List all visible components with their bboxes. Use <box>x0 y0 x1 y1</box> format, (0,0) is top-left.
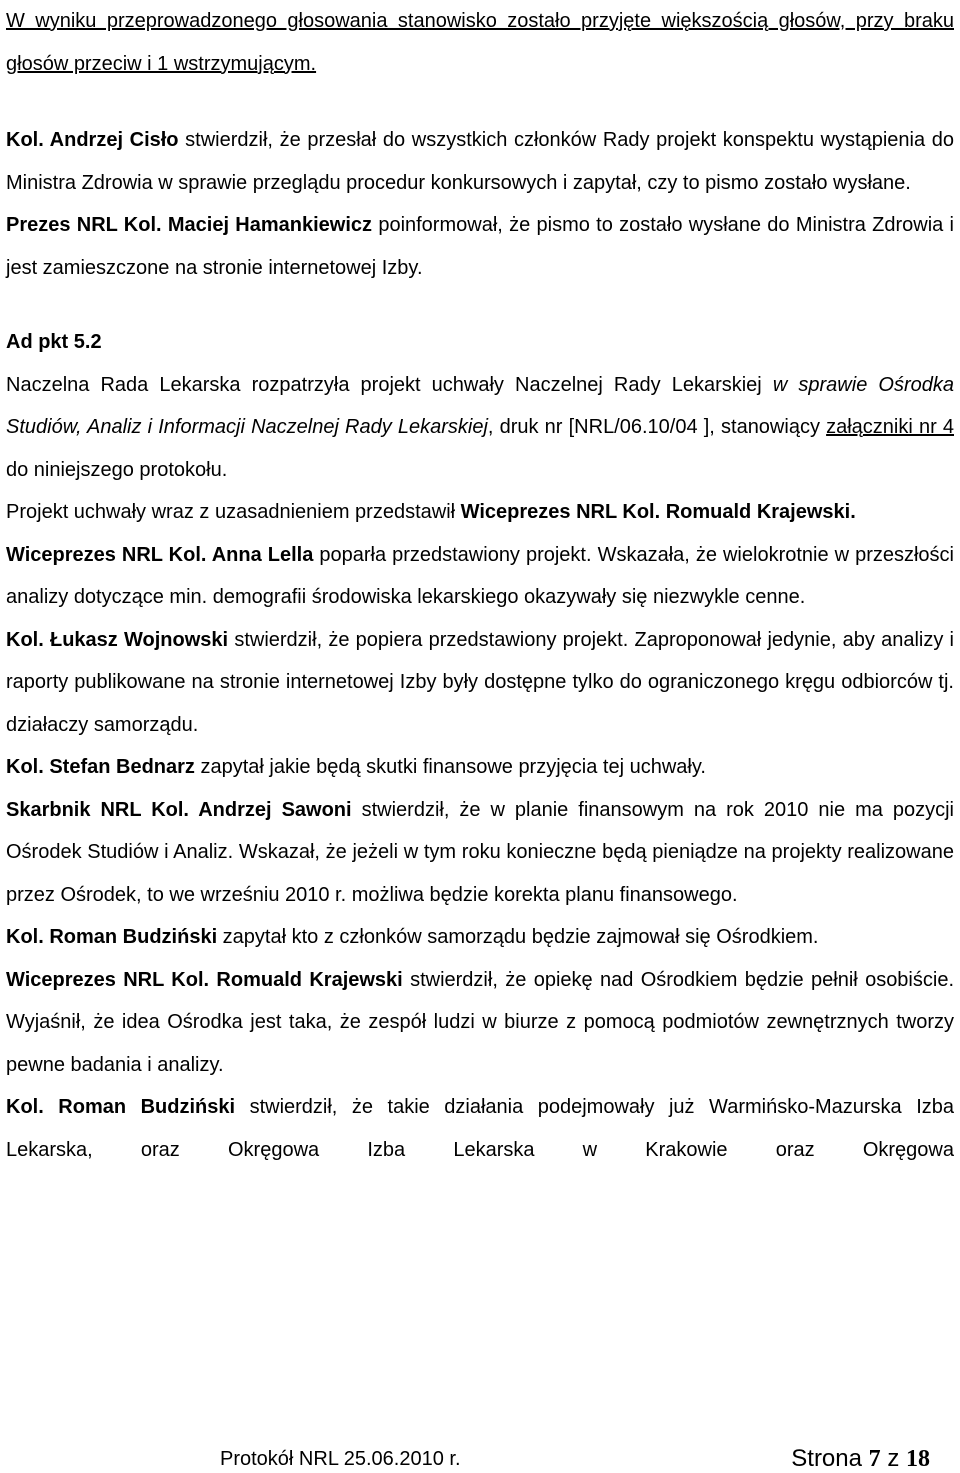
paragraph-budzinski-question <box>6 916 954 959</box>
paragraph-vote-result <box>6 0 954 85</box>
speaker-name: Kol. Andrzej Cisło <box>6 129 179 151</box>
paragraph-wojnowski <box>6 619 954 747</box>
resolution-title: w sprawie Ośrodka Studiów, Analiz i Informacji Naczelnej Rady Lekarskiej <box>6 373 954 438</box>
paragraph-text: do niniejszego protokołu. <box>6 458 228 481</box>
speaker-name: Kol. Roman Budziński <box>6 926 218 948</box>
page-current: 7 <box>868 1446 881 1472</box>
paragraph-text: zapytał jakie będą skutki finansowe przyjęcia tej uchwały. <box>194 756 706 778</box>
page-footer <box>0 1443 960 1473</box>
speaker-name: Wiceprezes NRL Kol. Anna Lella <box>6 543 314 566</box>
paragraph-text: stwierdził, że takie działania podejmowały już Warmińsko-Mazurska Izba Lekarska, oraz Okręgowa Izba Lekarska w Krakowie oraz Okręgowa <box>6 1096 954 1161</box>
page-number <box>791 1445 930 1473</box>
paragraph-budzinski-statement <box>6 1086 954 1171</box>
section-heading <box>6 321 954 364</box>
paragraph-gap <box>6 85 954 113</box>
heading-text: Ad pkt 5.2 <box>6 331 102 353</box>
paragraph-cislo <box>6 119 954 204</box>
paragraph-hamankiewicz <box>6 204 954 289</box>
paragraph-text: stwierdził, że w planie finansowym na rok 2010 nie ma pozycji Ośrodek Studiów i Analiz. Wskazał, że jeżeli w tym roku konieczne będą pieniądze na projekty realizowane przez Ośrodek, to we wrześniu 2010 r. możliwa będzie korekta planu finansowego. <box>6 798 954 906</box>
speaker-name: Prezes NRL Kol. Maciej Hamankiewicz <box>6 214 373 236</box>
paragraph-lella <box>6 534 954 619</box>
speaker-name: Wiceprezes NRL Kol. Romuald Krajewski. <box>460 501 856 523</box>
paragraph-text: Naczelna Rada Lekarska rozpatrzyła projekt uchwały Naczelnej Rady Lekarskiej <box>6 373 773 396</box>
paragraph-text: Projekt uchwały wraz z uzasadnieniem przedstawił <box>6 501 461 523</box>
footer-document-title: Protokół NRL 25.06.2010 r. <box>220 1448 461 1470</box>
paragraph-presentation <box>6 491 954 534</box>
paragraph-text: poparła przedstawiony projekt. Wskazała, że wielokrotnie w przeszłości analizy dotyczące min. demografii środowiska lekarskiego okazywały się niezwykle cenne. <box>6 543 955 608</box>
paragraph-text: W wyniku przeprowadzonego głosowania stanowisko zostało przyjęte większością głosów, przy braku głosów przeciw i 1 wstrzymującym. <box>6 10 954 75</box>
paragraph-text: , druk nr [NRL/06.10/04 ], stanowiący <box>487 416 827 438</box>
speaker-name: Kol. Łukasz Wojnowski <box>6 628 229 651</box>
paragraph-text: poinformował, że pismo to zostało wysłane do Ministra Zdrowia i jest zamieszczone na stronie internetowej Izby. <box>6 214 954 279</box>
speaker-name: Kol. Roman Budziński <box>6 1096 236 1118</box>
speaker-name: Wiceprezes NRL Kol. Romuald Krajewski <box>6 968 403 991</box>
paragraph-bednarz <box>6 746 954 789</box>
attachment-reference: załączniki nr 4 <box>826 416 954 438</box>
paragraph-krajewski <box>6 959 954 1087</box>
page-number-separator: z <box>880 1445 906 1472</box>
speaker-name: Kol. Stefan Bednarz <box>6 756 195 778</box>
paragraph-resolution <box>6 364 954 492</box>
paragraph-text: stwierdził, że przesłał do wszystkich członków Rady projekt konspektu wystąpienia do Ministra Zdrowia w sprawie przeglądu procedur konkursowych i zapytał, czy to pismo zostało wysłane. <box>6 129 954 194</box>
document-page <box>6 0 954 1171</box>
speaker-name: Skarbnik NRL Kol. Andrzej Sawoni <box>6 798 352 821</box>
page-number-label: Strona <box>791 1445 869 1472</box>
paragraph-text: stwierdził, że popiera przedstawiony projekt. Zaproponował jedynie, aby analizy i raporty publikowane na stronie internetowej Izby były dostępne tylko do ograniczonego kręgu odbiorców tj. działaczy samorządu. <box>6 628 954 736</box>
page-total: 18 <box>906 1446 930 1472</box>
paragraph-sawoni <box>6 789 954 917</box>
paragraph-gap <box>6 289 954 317</box>
paragraph-text: zapytał kto z członków samorządu będzie zajmował się Ośrodkiem. <box>217 926 819 948</box>
paragraph-text: stwierdził, że opiekę nad Ośrodkiem będzie pełnił osobiście. Wyjaśnił, że idea Ośrodka jest taka, że zespół ludzi w biurze z pomocą podmiotów zewnętrznych tworzy pewne badania i analizy. <box>6 968 955 1076</box>
